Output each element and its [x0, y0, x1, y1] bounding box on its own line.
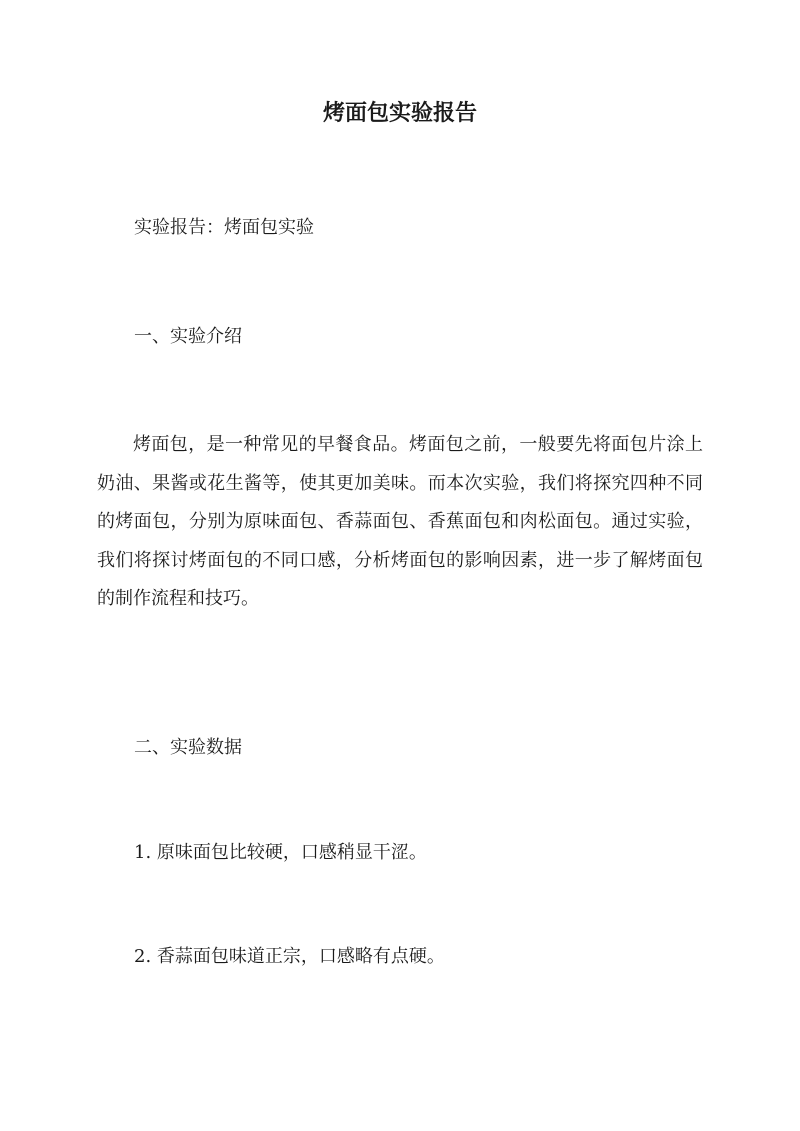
section-heading-data: 二、实验数据: [134, 737, 242, 758]
section-heading-introduction: 一、实验介绍: [134, 326, 242, 347]
data-list-item: 1. 原味面包比较硬，口感稍显干涩。: [134, 842, 427, 863]
document-title: 烤面包实验报告: [322, 100, 477, 126]
data-list-item: 2. 香蒜面包味道正宗，口感略有点硬。: [134, 946, 445, 967]
report-subtitle: 实验报告：烤面包实验: [134, 217, 314, 238]
introduction-paragraph: 烤面包，是一种常见的早餐食品。烤面包之前，一般要先将面包片涂上奶油、果酱或花生酱等，使其更加美味。而本次实验，我们将探究四种不同的烤面包，分别为原味面包、香蒜面包、香蕉面包和肉松面包。通过实验，我们将探讨烤面包的不同口感，分析烤面包的影响因素，进一步了解烤面包的制作流程和技巧。: [97, 434, 703, 609]
